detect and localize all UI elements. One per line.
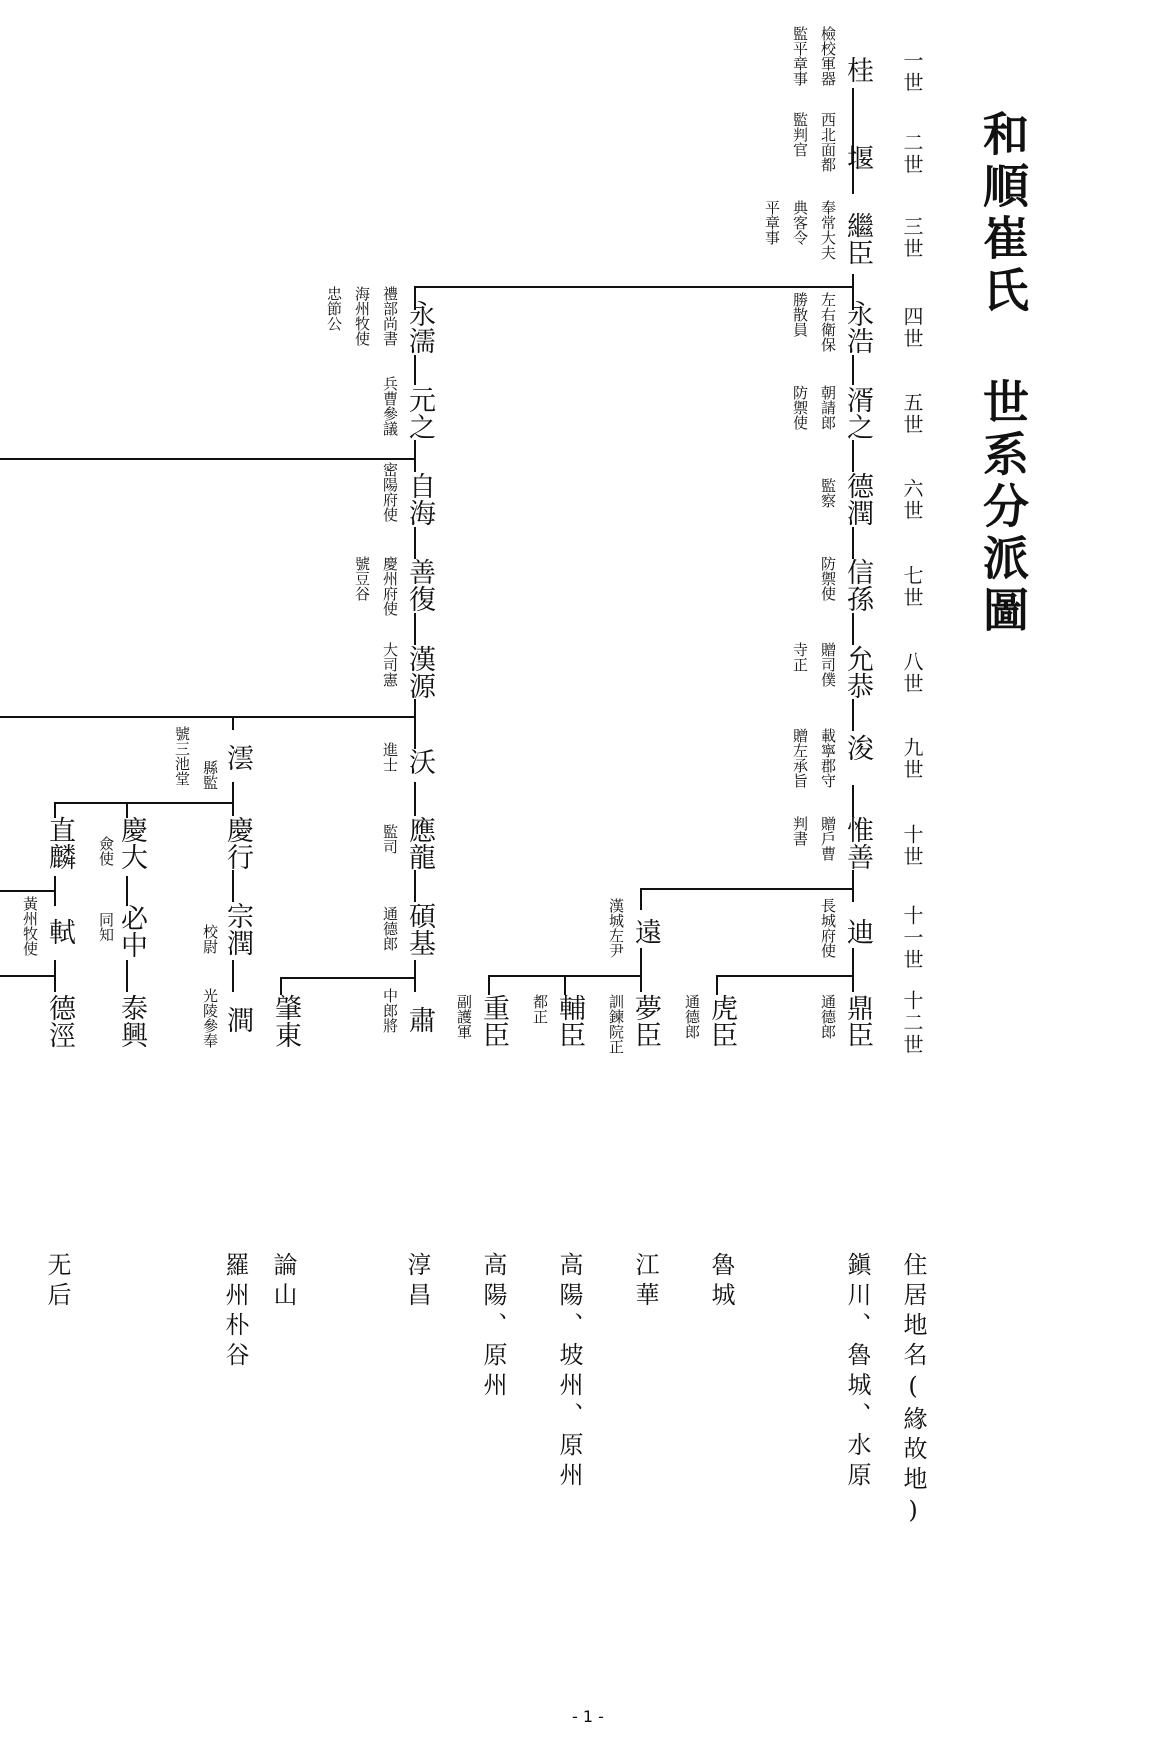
- title-note: 訓鍊院正: [607, 994, 625, 1054]
- title-note: 贈司僕: [819, 642, 837, 687]
- person-name: 肇東: [270, 994, 301, 1048]
- generation-label: 七世: [900, 565, 924, 609]
- lineage-line: [852, 785, 854, 817]
- lineage-line: [414, 440, 416, 472]
- residence: 无后: [43, 1252, 71, 1312]
- person-name: 繼臣: [842, 212, 873, 266]
- person-name: 澐: [222, 744, 253, 771]
- person-name: 惟善: [842, 816, 873, 870]
- lineage-line: [716, 975, 718, 995]
- lineage-line: [232, 960, 234, 992]
- title-note: 防禦使: [791, 385, 809, 430]
- title-note: 防禦使: [819, 556, 837, 601]
- title-note: 朝請郎: [819, 385, 837, 430]
- person-name: 遠: [630, 918, 661, 945]
- title-note: 黃州牧使: [21, 896, 39, 956]
- generation-label: 四世: [900, 306, 924, 350]
- person-name: 夢臣: [630, 994, 661, 1048]
- residence: 論山: [269, 1252, 297, 1312]
- person-name: 自海: [404, 472, 435, 526]
- title-note: 號豆谷: [353, 556, 371, 601]
- residence-header: 住居地名(緣故地): [899, 1252, 927, 1530]
- generation-label: 八世: [900, 651, 924, 695]
- lineage-line: [414, 613, 416, 645]
- title-note: 左右衛保: [819, 292, 837, 352]
- lineage-line: [488, 975, 490, 995]
- person-name: 沃: [404, 748, 435, 775]
- title-note: 檢校軍器: [819, 26, 837, 86]
- person-name: 元之: [404, 386, 435, 440]
- person-name: 信孫: [842, 558, 873, 612]
- title-note: 慶州府使: [381, 556, 399, 616]
- title-note: 判書: [791, 816, 809, 846]
- lineage-line: [414, 870, 416, 902]
- person-name: 慶行: [222, 816, 253, 870]
- generation-label: 九世: [900, 737, 924, 781]
- residence: 高陽、原州: [479, 1252, 507, 1402]
- lineage-line: [852, 88, 854, 194]
- title-note: 禮部尚書: [381, 286, 399, 346]
- person-name: 善復: [404, 558, 435, 612]
- person-name: 必中: [116, 904, 147, 958]
- lineage-line: [414, 527, 416, 559]
- title-note: 寺正: [791, 642, 809, 672]
- person-name: 德涇: [44, 994, 75, 1048]
- lineage-line: [232, 870, 234, 902]
- person-name: 永浩: [842, 300, 873, 354]
- lineage-line: [280, 977, 416, 979]
- title-note: 西北面都: [819, 112, 837, 172]
- generation-label: 六世: [900, 478, 924, 522]
- title-note: 號三池堂: [173, 726, 191, 786]
- lineage-line: [716, 975, 854, 977]
- generation-label: 十世: [900, 824, 924, 868]
- lineage-line: [852, 948, 854, 992]
- person-name: 輔臣: [554, 994, 585, 1048]
- title-note: 通德郎: [381, 906, 399, 951]
- lineage-line: [54, 802, 234, 804]
- lineage-line: [852, 527, 854, 559]
- page-title: 和順崔氏 世系分派圖: [976, 110, 1030, 638]
- title-note: 典客令: [791, 200, 809, 245]
- title-note: 密陽府使: [381, 462, 399, 522]
- title-note: 通德郎: [683, 994, 701, 1039]
- person-name: 迪: [842, 918, 873, 945]
- residence: 高陽、坡州、原州: [555, 1252, 583, 1492]
- generation-label: 一世: [900, 50, 924, 94]
- residence: 鎭川、魯城、水原: [843, 1252, 871, 1492]
- person-name: 永濡: [404, 300, 435, 354]
- title-note: 監平章事: [791, 26, 809, 86]
- title-note: 忠節公: [325, 286, 343, 331]
- title-note: 海州牧使: [353, 286, 371, 346]
- lineage-line: [852, 870, 854, 902]
- person-name: 應龍: [404, 816, 435, 870]
- residence: 羅州朴谷: [221, 1252, 249, 1372]
- generation-label: 十一世: [900, 905, 924, 971]
- person-name: 肅: [404, 1006, 435, 1033]
- person-name: 德潤: [842, 472, 873, 526]
- title-note: 進士: [381, 742, 399, 772]
- lineage-line: [640, 948, 642, 992]
- lineage-line: [0, 458, 416, 460]
- page-number: - 1 -: [572, 1707, 604, 1726]
- lineage-line: [280, 977, 282, 995]
- generation-label: 十二世: [900, 990, 924, 1056]
- title-note: 都正: [531, 994, 549, 1024]
- title-note: 長城府使: [819, 898, 837, 958]
- person-name: 湑之: [842, 386, 873, 440]
- lineage-line: [414, 355, 416, 385]
- person-name: 慶大: [116, 816, 147, 870]
- person-name: 直麟: [44, 816, 75, 870]
- title-note: 監司: [381, 824, 399, 854]
- lineage-line: [232, 716, 234, 730]
- generation-label: 五世: [900, 392, 924, 436]
- person-name: 堰: [842, 144, 873, 171]
- generation-label: 三世: [900, 216, 924, 260]
- person-name: 澗: [222, 1006, 253, 1033]
- lineage-line: [0, 890, 56, 892]
- lineage-line: [414, 960, 416, 992]
- title-note: 載寧郡守: [819, 728, 837, 788]
- title-note: 縣監: [201, 760, 219, 790]
- title-note: 奉常大夫: [819, 200, 837, 260]
- title-note: 監判官: [791, 112, 809, 157]
- lineage-line: [852, 699, 854, 731]
- title-note: 中郎將: [381, 988, 399, 1033]
- title-note: 校尉: [201, 924, 219, 954]
- person-name: 虎臣: [706, 994, 737, 1048]
- person-name: 重臣: [478, 994, 509, 1048]
- lineage-line: [564, 975, 566, 995]
- title-note: 大司憲: [381, 642, 399, 687]
- lineage-line: [852, 613, 854, 645]
- title-note: 贈戶曹: [819, 816, 837, 861]
- person-name: 漢源: [404, 645, 435, 699]
- person-name: 允恭: [842, 645, 873, 699]
- lineage-line: [852, 355, 854, 385]
- lineage-line: [232, 782, 234, 816]
- lineage-line: [414, 286, 854, 288]
- lineage-line: [414, 699, 416, 749]
- person-name: 軾: [44, 918, 75, 945]
- residence: 魯城: [707, 1252, 735, 1312]
- title-note: 光陵參奉: [201, 988, 219, 1048]
- residence: 淳昌: [403, 1252, 431, 1312]
- person-name: 鼎臣: [842, 994, 873, 1048]
- lineage-line: [0, 716, 416, 718]
- title-note: 贈左承旨: [791, 728, 809, 788]
- title-note: 漢城左尹: [607, 898, 625, 958]
- lineage-line: [0, 975, 56, 977]
- lineage-line: [640, 888, 642, 910]
- lineage-line: [126, 960, 128, 992]
- title-note: 勝散員: [791, 292, 809, 337]
- lineage-line: [640, 888, 854, 890]
- person-name: 宗潤: [222, 902, 253, 956]
- lineage-line: [414, 782, 416, 816]
- title-note: 通德郎: [819, 994, 837, 1039]
- title-note: 副護軍: [455, 994, 473, 1039]
- title-note: 僉使: [97, 836, 115, 866]
- residence: 江華: [631, 1252, 659, 1312]
- title-note: 監察: [819, 478, 837, 508]
- generation-label: 二世: [900, 132, 924, 176]
- person-name: 桂: [842, 56, 873, 83]
- lineage-line: [852, 440, 854, 472]
- lineage-line: [126, 876, 128, 906]
- title-note: 平章事: [763, 200, 781, 245]
- person-name: 泰興: [116, 994, 147, 1048]
- title-note: 同知: [97, 912, 115, 942]
- person-name: 浚: [842, 734, 873, 761]
- person-name: 碩基: [404, 902, 435, 956]
- title-note: 兵曹參議: [381, 376, 399, 436]
